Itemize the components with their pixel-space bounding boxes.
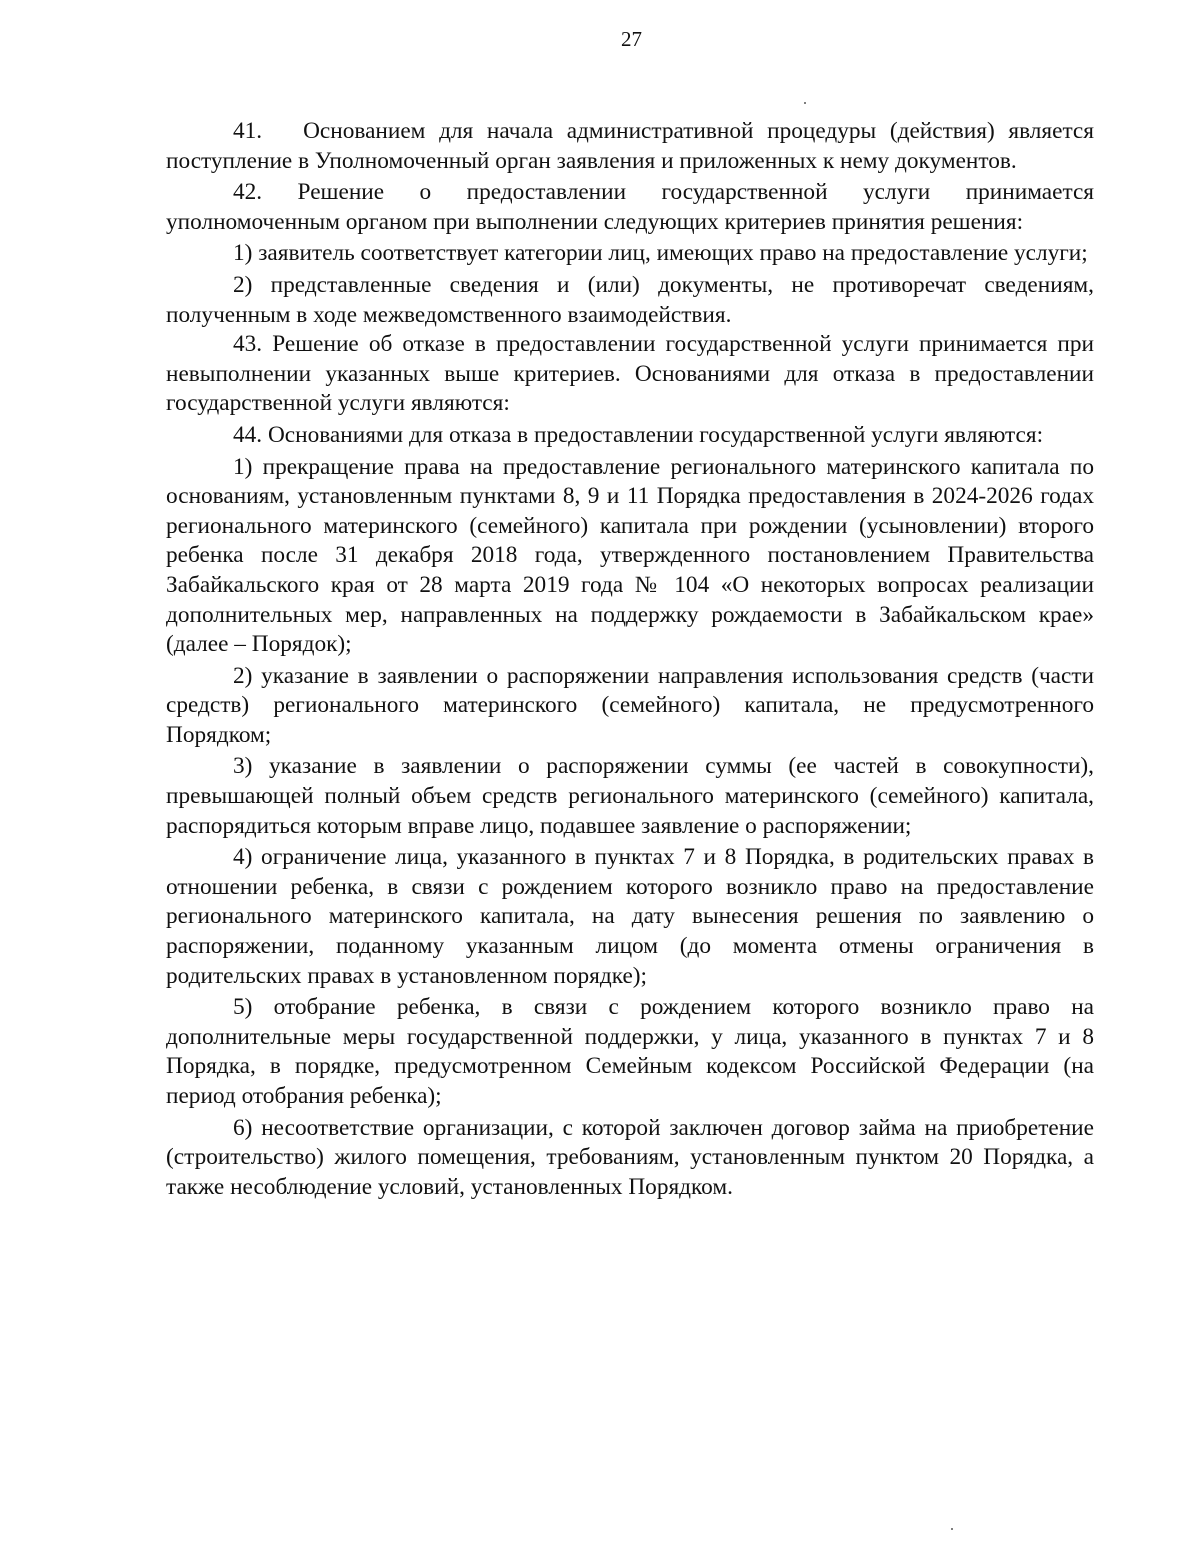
page-number: 27 — [621, 27, 642, 51]
paragraph-42-item-1: 1) заявитель соответствует категории лиц, имеющих право на предоставление услуги; — [233, 240, 1088, 267]
paragraph-43: 43. Решение об отказе в предоставлении государственной услуги принимается при невыполнении указанных выше критериев. Основаниями для отказа в предоставлении государственной услуги являются: — [166, 331, 1094, 417]
paragraph-44-item-4: 4) ограничение лица, указанного в пунктах 7 и 8 Порядка, в родительских правах в отношении ребенка, в связи с рождением которого возникло право на предоставление регионального материнского капитала, на дату вынесения решения по заявлению о распоряжении, поданному указанным лицом (до момента отмены ограничения в родительских правах в установленном порядке); — [166, 844, 1094, 989]
paragraph-44: 44. Основаниями для отказа в предоставлении государственной услуги являются: — [233, 421, 1044, 448]
paragraph-44-item-3: 3) указание в заявлении о распоряжении суммы (ее частей в совокупности), превышающей полный объем средств регионального материнского (семейного) капитала, распорядиться которым вправе лицо, подавшее заявление о распоряжении; — [166, 753, 1094, 839]
document-body — [166, 117, 1094, 1202]
paragraph-42-item-2: 2) представленные сведения и (или) документы, не противоречат сведениям, полученным в ходе межведомственного взаимодействия. — [166, 271, 1094, 328]
paragraph-41: 41. Основанием для начала административной процедуры (действия) является поступление в Уполномоченный орган заявления и приложенных к нему документов. — [166, 118, 1094, 174]
scan-speck — [804, 102, 806, 104]
paragraph-44-item-5: 5) отобрание ребенка, в связи с рождением которого возникло право на дополнительные меры государственной поддержки, у лица, указанного в пунктах 7 и 8 Порядка, в порядке, предусмотренном Семейным кодексом Российской Федерации (на период отобрания ребенка); — [166, 994, 1094, 1109]
paragraph-44-item-1: 1) прекращение права на предоставление регионального материнского капитала по основаниям, установленным пунктами 8, 9 и 11 Порядка предоставления в 2024-2026 годах регионального материнского (семейного) капитала при рождении (усыновлении) второго ребенка после 31 декабря 2018 года, утвержденного постановлением Правительства Забайкальского края от 28 марта 2019 года № 104 «О некоторых вопросах реализации дополнительных мер, направленных на поддержку рождаемости в Забайкальском крае» (далее – Порядок); — [166, 453, 1094, 658]
paragraph-44-item-6: 6) несоответствие организации, с которой заключен договор займа на приобретение (строительство) жилого помещения, требованиям, установленным пунктом 20 Порядка, а также несоблюдение условий, установленных Порядком. — [166, 1114, 1094, 1200]
scan-speck — [951, 1528, 953, 1530]
paragraph-44-item-2: 2) указание в заявлении о распоряжении направления использования средств (части средств) регионального материнского (семейного) капитала, не предусмотренного Порядком; — [166, 662, 1094, 748]
paragraph-42: 42. Решение о предоставлении государственной услуги принимается уполномоченным органом при выполнении следующих критериев принятия решения: — [166, 179, 1094, 235]
